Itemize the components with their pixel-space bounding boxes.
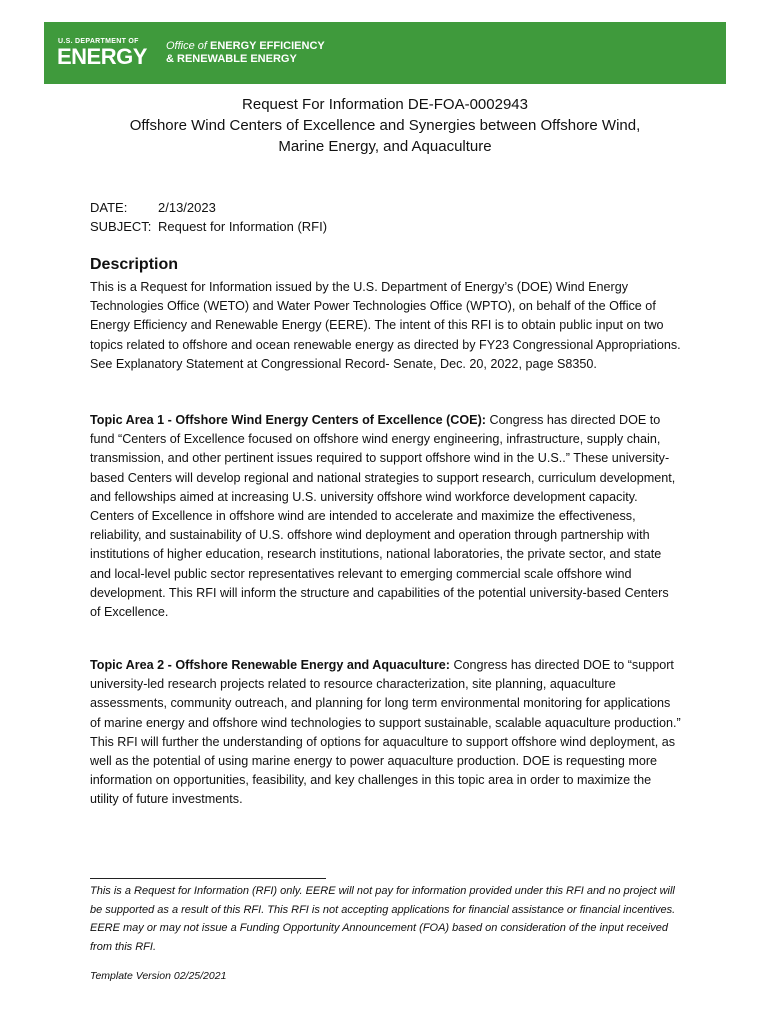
- date-label: DATE:: [90, 200, 128, 215]
- footnote-disclaimer: This is a Request for Information (RFI) only. EERE will not pay for information provided under this RFI and no project will be supported as a result of this RFI. This RFI is not accepting applications for financial assistance or financial incentives. EERE may or may not issue a Funding Opportunity Announcement (FOA) based on consideration of the input received from this RFI.: [90, 885, 676, 953]
- date-value: 2/13/2023: [158, 200, 216, 215]
- topic-area-1-paragraph: [90, 411, 682, 622]
- topic-area-1-text: Congress has directed DOE to fund “Centers of Excellence focused on offshore wind energy engineering, infrastructure, supply chain, transmission, and other pertinent issues required to support offshore wind in the U.S..” These university-based Centers will develop regional and national strategies to support research, curriculum development, and fellowships aimed at increasing U.S. university offshore wind workforce development capacity. Centers of Excellence in offshore wind are intended to accelerate and maximize the effectiveness, reliability, and sustainability of U.S. offshore wind deployment and operation through partnership with institutions of higher education, research institutions, national laboratories, the private sector, and state and local-level public sector representatives relevant to emerging commercial scale offshore wind development. This RFI will inform the structure and capabilities of the potential university-based Centers of Excellence.: [90, 413, 676, 620]
- date-row: [90, 198, 327, 217]
- document-title: [90, 94, 680, 157]
- office-name-bold: ENERGY EFFICIENCY: [210, 40, 325, 52]
- subject-row: [90, 217, 327, 236]
- title-line-1: Request For Information DE-FOA-0002943: [242, 96, 528, 113]
- agency-small-text: U.S. DEPARTMENT OF: [58, 38, 139, 45]
- title-line-2: Offshore Wind Centers of Excellence and Synergies between Offshore Wind,: [129, 117, 641, 134]
- office-line-2: & RENEWABLE ENERGY: [166, 53, 297, 65]
- topic-area-2-label: Topic Area 2 - Offshore Renewable Energy and Aquaculture:: [90, 658, 450, 672]
- agency-logo-text: ENERGY: [57, 44, 147, 69]
- subject-label: SUBJECT:: [90, 219, 152, 234]
- subject-value: Request for Information (RFI): [158, 219, 328, 234]
- footnote-divider: [90, 878, 326, 879]
- office-prefix: Office of: [166, 40, 207, 52]
- topic-area-2-paragraph: [90, 656, 682, 810]
- template-version: Template Version 02/25/2021: [90, 970, 227, 982]
- description-paragraph: This is a Request for Information issued by the U.S. Department of Energy’s (DOE) Wind Energy Technologies Office (WETO) and Water Power Technologies Office (WPTO), on behalf of the Office of Energy Efficiency and Renewable Energy (EERE). The intent of this RFI is to obtain public input on two topics related to offshore and ocean renewable energy as directed by FY23 Congressional Appropriations. See Explanatory Statement at Congressional Record- Senate, Dec. 20, 2022, page S8350.: [90, 280, 681, 371]
- description-heading: Description: [90, 256, 179, 273]
- document-meta: [90, 198, 327, 236]
- topic-area-1-label: Topic Area 1 - Offshore Wind Energy Centers of Excellence (COE):: [90, 413, 486, 427]
- title-line-3: Marine Energy, and Aquaculture: [278, 138, 492, 155]
- office-line-1: [166, 40, 325, 52]
- doe-eere-banner: [44, 22, 726, 84]
- topic-area-2-text: Congress has directed DOE to “support university-led research projects related to resource characterization, site planning, aquaculture assessments, community outreach, and planning for long term environmental monitoring for applications of marine energy and offshore wind technologies to support sustainable, scalable aquaculture production.” This RFI will further the understanding of options for aquaculture to support offshore wind deployment, as well as the potential of using marine energy to power aquaculture production. DOE is requesting more information on opportunities, feasibility, and key challenges in this topic area in order to maximize the utility of future investments.: [90, 658, 681, 807]
